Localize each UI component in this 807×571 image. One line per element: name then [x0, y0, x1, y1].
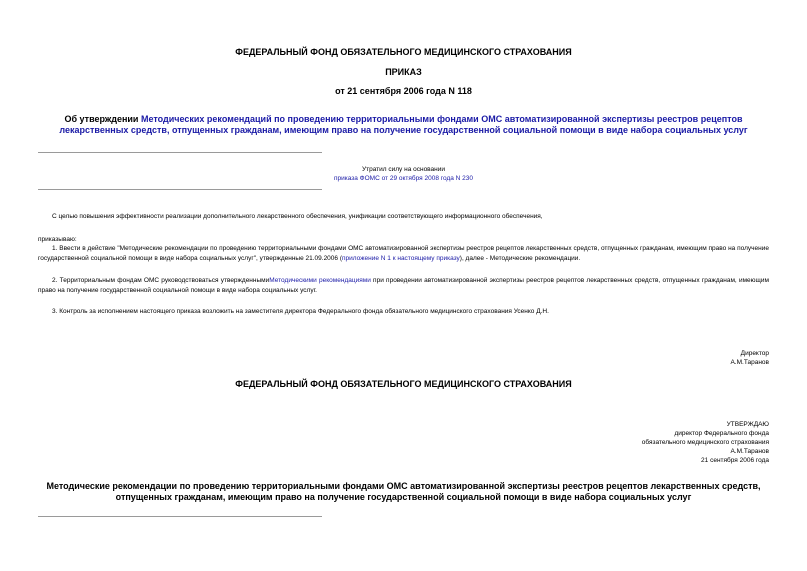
- item-2-tail: при проведении автоматизированной экспертизы реестров рецептов лекарственных средств, отпущенных гражданам, имеющим право на получение государственной социальной помощи в виде набора социальных услуг.: [38, 277, 769, 294]
- approval-block: [569, 420, 769, 465]
- item-2-text: 2. Территориальным фондам ОМС руководствоваться утвержденными: [52, 277, 270, 284]
- signer-name: А.М.Таранов: [730, 359, 769, 366]
- divider: [38, 516, 322, 517]
- divider: [38, 189, 322, 190]
- approve-line-1: директор Федерального фонда: [674, 430, 769, 437]
- item-1: [38, 244, 769, 263]
- title-link[interactable]: Методических рекомендаций по проведению территориальными фондами ОМС автоматизированной экспертизы реестров рецептов лекарственных средств, отпущенных гражданам, имеющим право на получение государственной социальной помощи в виде набора социальных услуг: [59, 114, 748, 135]
- lost-force-link[interactable]: приказа ФОМС от 29 октября 2008 года N 230: [333, 175, 474, 182]
- order-date: от 21 сентября 2006 года N 118: [335, 86, 472, 96]
- appendix-title: Методические рекомендации по проведению территориальными фондами ОМС автоматизированной экспертизы реестров рецептов лекарственных средств, отпущенных гражданам, имеющим право на получение государственной социальной помощи в виде набора социальных услуг: [46, 481, 761, 502]
- appendix-org-header: ФЕДЕРАЛЬНЫЙ ФОНД ОБЯЗАТЕЛЬНОГО МЕДИЦИНСКОГО СТРАХОВАНИЯ: [235, 379, 572, 389]
- item-2-link[interactable]: Методическими рекомендациями: [269, 277, 371, 284]
- signer-role: Директор: [740, 350, 769, 357]
- divider: [38, 152, 322, 153]
- item-1-link[interactable]: приложение N 1 к настоящему приказу: [342, 254, 460, 262]
- order-title: [50, 114, 757, 136]
- title-prefix: Об утверждении: [64, 114, 141, 124]
- item-1-tail: ), далее - Методические рекомендации.: [459, 254, 581, 262]
- order-verb: приказываю:: [38, 236, 77, 243]
- order-word: ПРИКАЗ: [385, 67, 422, 77]
- item-1-text: 1. Ввести в действие "Методические рекомендации по проведению территориальными фондами ОМС автоматизированной экспертизы реестров рецептов лекарственных средств, отпущенных гражданам, имеющим право на получение государственной социальной помощи в виде набора социальных услуг", утвержденные 21.09.2006 (: [38, 245, 769, 262]
- item-2: [38, 276, 769, 295]
- lost-force-line: Утратил силу на основании: [361, 166, 446, 173]
- intro-paragraph: С целью повышения эффективности реализации дополнительного лекарственного обеспечения, унификации соответствующего информационного обеспечения,: [52, 213, 543, 220]
- org-header: ФЕДЕРАЛЬНЫЙ ФОНД ОБЯЗАТЕЛЬНОГО МЕДИЦИНСКОГО СТРАХОВАНИЯ: [235, 47, 572, 57]
- lost-force-note: [300, 165, 507, 183]
- approve-date: 21 сентября 2006 года: [701, 457, 769, 464]
- item-3: 3. Контроль за исполнением настоящего приказа возложить на заместителя директора Федерального фонда обязательного медицинского страхования Усенко Д.Н.: [52, 308, 549, 315]
- signature-block: [569, 349, 769, 367]
- approve-word: УТВЕРЖДАЮ: [726, 421, 769, 428]
- approve-name: А.М.Таранов: [730, 448, 769, 455]
- approve-line-2: обязательного медицинского страхования: [641, 439, 769, 446]
